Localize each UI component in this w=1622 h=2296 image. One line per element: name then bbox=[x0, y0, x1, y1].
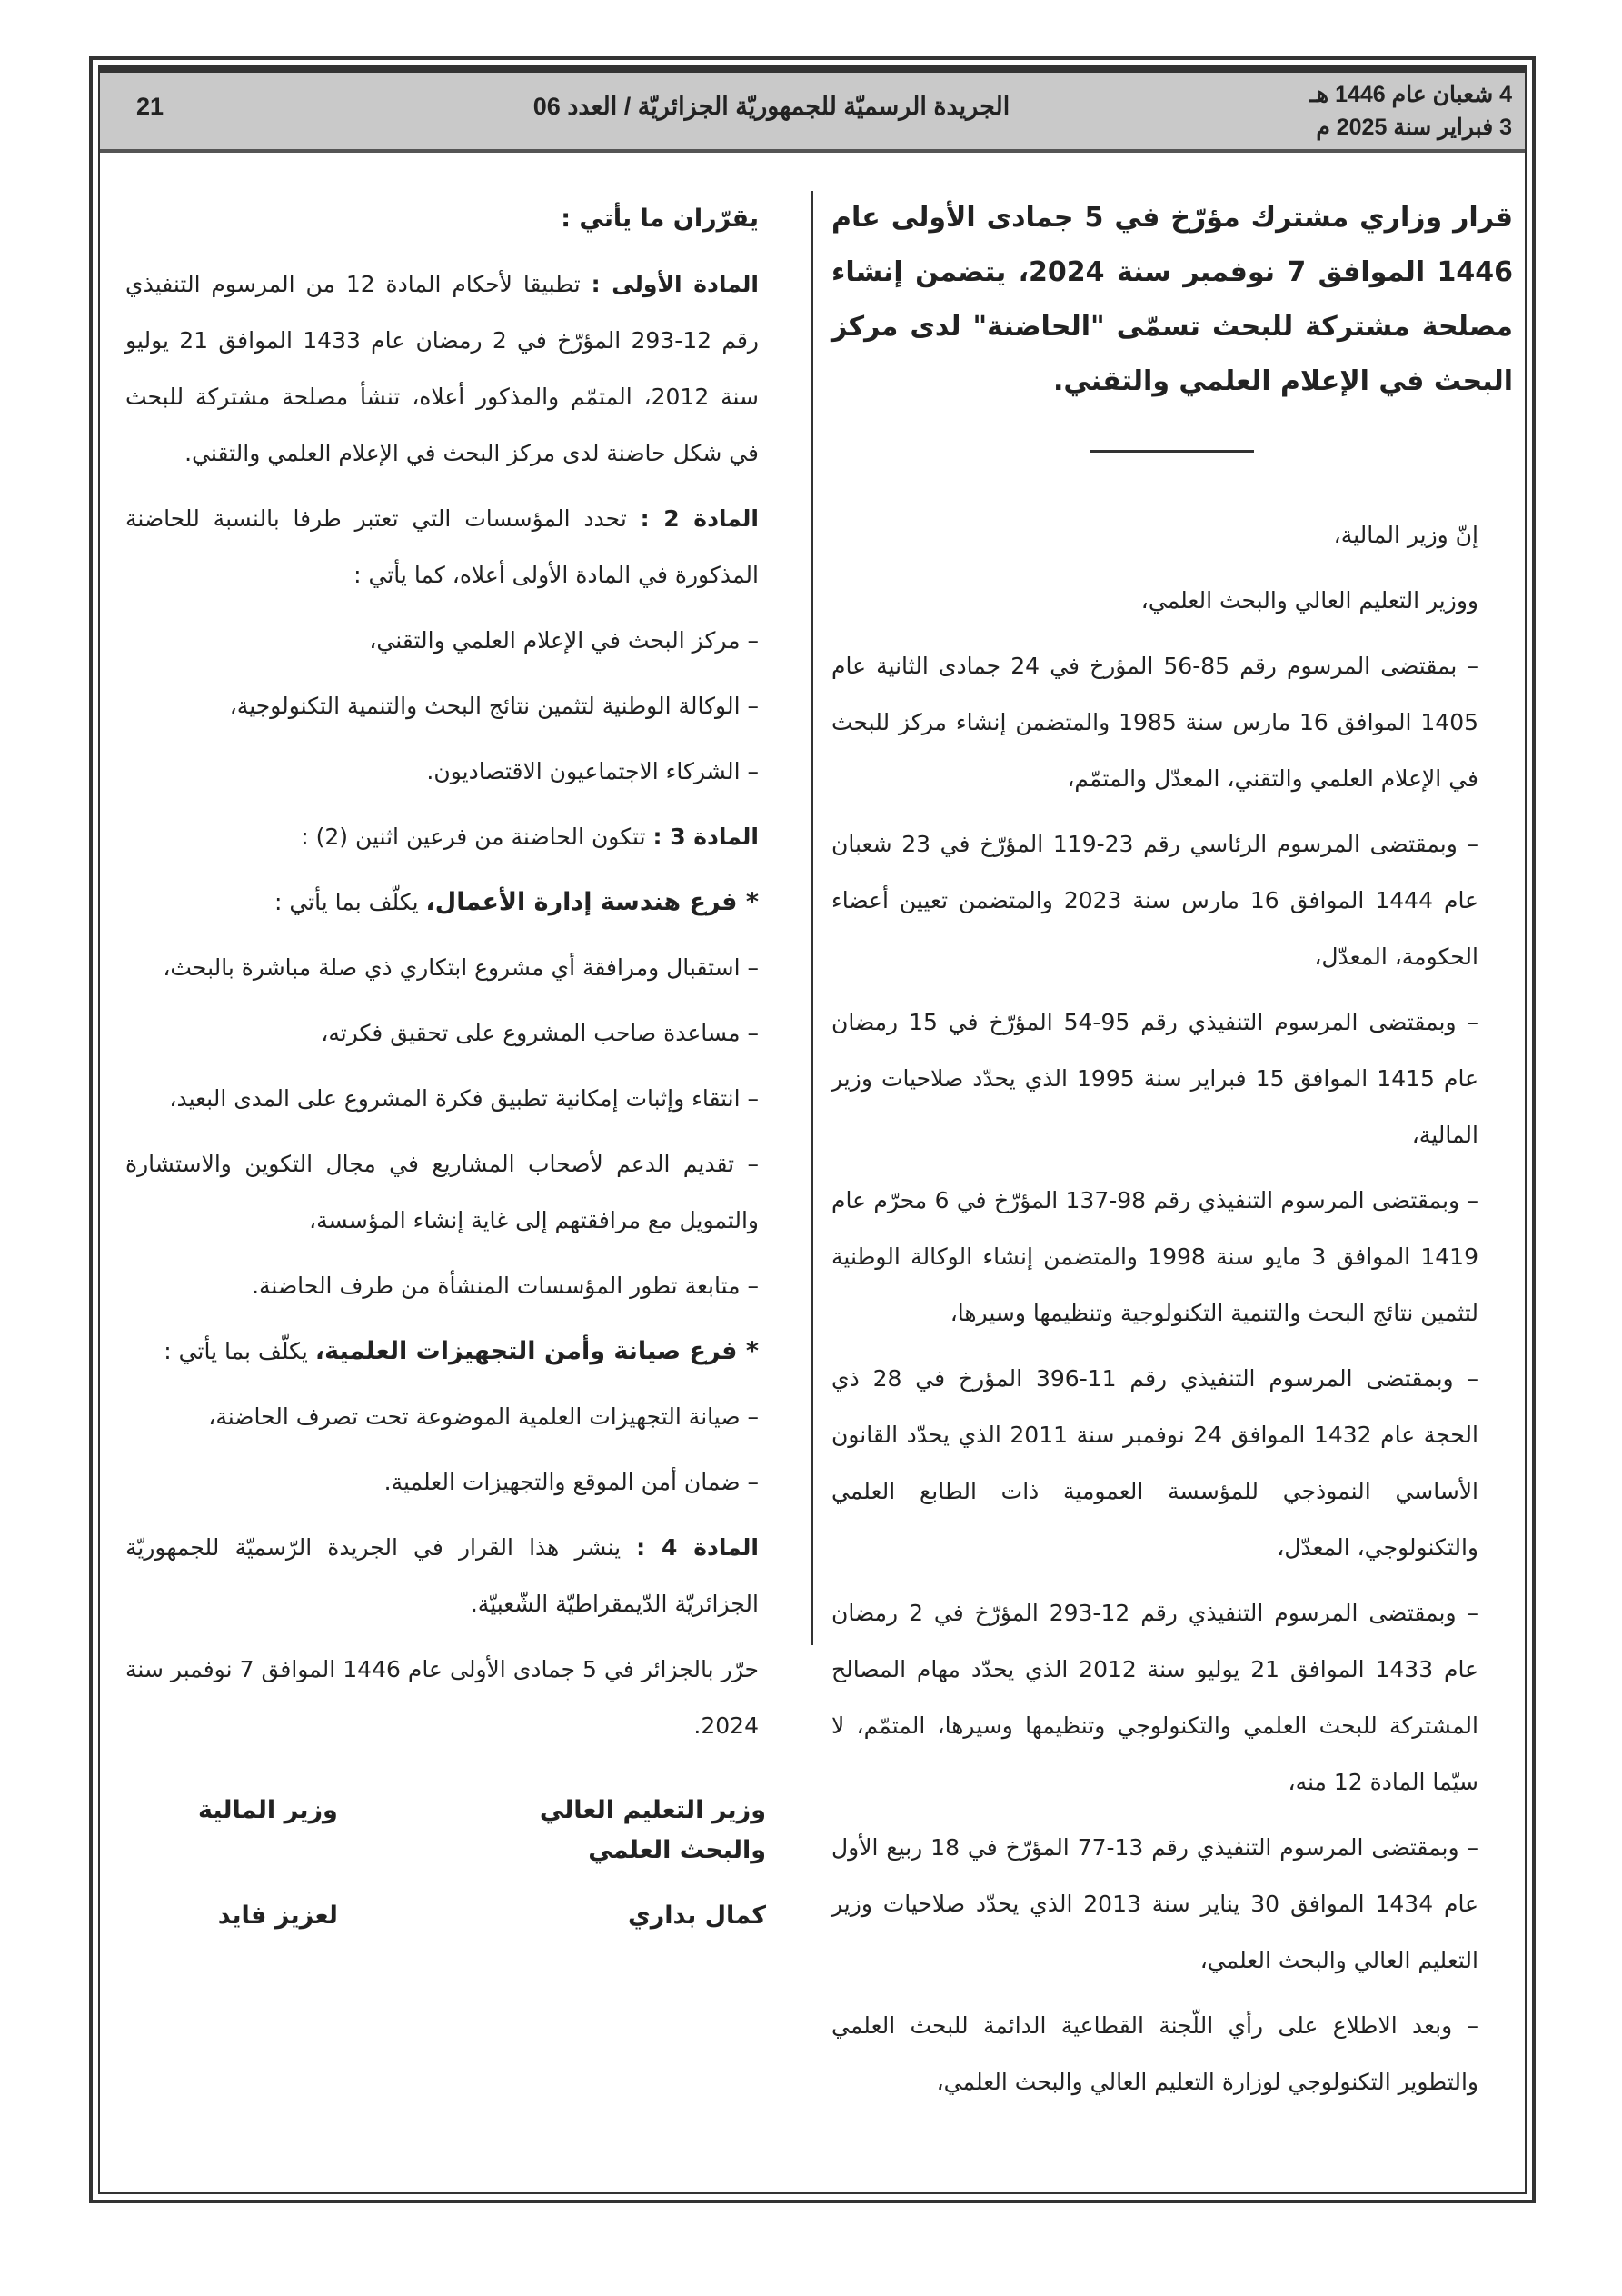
visa-paragraph: – وبمقتضى المرسوم التنفيذي رقم 13-77 المؤرّخ في 18 ربيع الأول عام 1434 الموافق 30 يناير سنة 2013 الذي يحدّد صلاحيات وزير التعليم العالي والبحث العلمي، bbox=[831, 1834, 1479, 1973]
visa-paragraph: – وبعد الاطلاع على رأي اللّجنة القطاعية الدائمة للبحث العلمي والتطوير التكنولوجي لوزارة التعليم العالي والبحث العلمي، bbox=[831, 2012, 1478, 2095]
signature-finance-minister bbox=[198, 1791, 338, 1936]
decree-title: قرار وزاري مشترك مؤرّخ في 5 جمادى الأولى عام 1446 الموافق 7 نوفمبر سنة 2024، يتضمن إنشاء مصلحة مشتركة للبحث تسمّى "الحاضنة" لدى مركز البحث في الإعلام العلمي والتقني. bbox=[831, 202, 1514, 397]
list-item: – مساعدة صاحب المشروع على تحقيق فكرته، bbox=[321, 1020, 759, 1046]
signing-place-date: حرّر بالجزائر في 5 جمادى الأولى عام 1446 الموافق 7 نوفمبر سنة 2024. bbox=[125, 1656, 759, 1739]
page-number: 21 bbox=[136, 93, 164, 120]
article-2 bbox=[125, 491, 793, 604]
list-item: – الشركاء الاجتماعيون الاقتصاديون. bbox=[426, 758, 759, 784]
signature-education-minister bbox=[493, 1791, 766, 1936]
article-label: المادة الأولى : bbox=[591, 271, 759, 297]
visa-paragraph: – وبمقتضى المرسوم الرئاسي رقم 23-119 المؤرّخ في 23 شعبان عام 1444 الموافق 16 مارس سنة 2023 والمتضمن تعيين أعضاء الحكومة، المعدّل، bbox=[831, 831, 1478, 970]
signatory-title: وزير التعليم العالي والبحث العلمي bbox=[539, 1796, 766, 1864]
preamble-minister-finance: إنّ وزير المالية، bbox=[1333, 522, 1478, 548]
hijri-date: 4 شعبان عام 1446 هـ bbox=[1309, 82, 1512, 107]
article-text: تطبيقا لأحكام المادة 12 من المرسوم التنفيذي رقم 12-293 المؤرّخ في 2 رمضان عام 1433 الموافق 21 يوليو سنة 2012، المتمّم والمذكور أعلاه، تنشأ مصلحة مشتركة للبحث في شكل حاضنة لدى مركز البحث في الإعلام العلمي والتقني. bbox=[125, 271, 759, 466]
gazette-header bbox=[100, 67, 1525, 153]
article-text: ينشر هذا القرار في الجريدة الرّسميّة للجمهوريّة الجزائريّة الدّيمقراطيّة الشّعبيّة. bbox=[125, 1534, 759, 1617]
branch-tail: يكلّف بما يأتي : bbox=[274, 889, 419, 915]
branch-tail: يكلّف بما يأتي : bbox=[164, 1338, 308, 1364]
branch-title: * فرع صيانة وأمن التجهيزات العلمية، bbox=[314, 1337, 759, 1365]
visa-paragraph: – وبمقتضى المرسوم التنفيذي رقم 11-396 المؤرخ في 28 ذي الحجة عام 1432 الموافق 24 نوفمبر سنة 2011 الذي يحدّد القانون الأساسي النموذجي للمؤسسة العمومية ذات الطابع العلمي والتكنولوجي، المعدّل، bbox=[831, 1365, 1478, 1561]
article-label: المادة 3 : bbox=[652, 824, 759, 850]
list-item: – ضمان أمن الموقع والتجهيزات العلمية. bbox=[383, 1469, 759, 1495]
decide-heading: يقرّران ما يأتي : bbox=[561, 205, 759, 233]
preamble-minister-education: ووزير التعليم العالي والبحث العلمي، bbox=[1140, 587, 1478, 614]
visa-paragraph: – بمقتضى المرسوم رقم 85-56 المؤرخ في 24 جمادى الثانية عام 1405 الموافق 16 مارس سنة 1985 والمتضمن إنشاء مركز للبحث في الإعلام العلمي والتقني، المعدّل والمتمّم، bbox=[831, 653, 1479, 792]
visa-paragraph: – وبمقتضى المرسوم التنفيذي رقم 98-137 المؤرّخ في 6 محرّم عام 1419 الموافق 3 مايو سنة 1998 والمتضمن إنشاء الوكالة الوطنية لتثمين نتائج البحث والتنمية التكنولوجية وتنظيمها وسيرها، bbox=[831, 1187, 1478, 1326]
article-label: المادة 4 : bbox=[636, 1534, 759, 1561]
article-text: تتكون الحاضنة من فرعين اثنين (2) : bbox=[301, 824, 646, 850]
article-4 bbox=[125, 1520, 793, 1632]
list-item: – صيانة التجهيزات العلمية الموضوعة تحت تصرف الحاضنة، bbox=[208, 1403, 759, 1430]
article-1 bbox=[125, 256, 793, 482]
signatory-name: لعزيز فايد bbox=[217, 1902, 338, 1930]
list-item: – استقبال ومرافقة أي مشروع ابتكاري ذي صلة مباشرة بالبحث، bbox=[163, 954, 759, 981]
gregorian-date: 3 فبراير سنة 2025 م bbox=[1316, 115, 1512, 140]
branch-title: * فرع هندسة إدارة الأعمال، bbox=[425, 888, 759, 916]
list-item: – الوكالة الوطنية لتثمين نتائج البحث والتنمية التكنولوجية، bbox=[229, 693, 759, 719]
list-item: – تقديم الدعم لأصحاب المشاريع في مجال التكوين والاستشارة والتمويل مع مرافقتهم إلى غاية إنشاء المؤسسة، bbox=[125, 1151, 759, 1233]
article-3 bbox=[125, 809, 793, 865]
left-column bbox=[125, 191, 793, 1936]
visa-paragraph: – وبمقتضى المرسوم التنفيذي رقم 95-54 المؤرّخ في 15 رمضان عام 1415 الموافق 15 فبراير سنة 1995 الذي يحدّد صلاحيات وزير المالية، bbox=[831, 1009, 1478, 1148]
visa-paragraph: – وبمقتضى المرسوم التنفيذي رقم 12-293 المؤرّخ في 2 رمضان عام 1433 الموافق 21 يوليو سنة 2012 الذي يحدّد مهام المصالح المشتركة للبحث العلمي والتكنولوجي وتنظيمها وسيرها، المتمّم، لا سيّما المادة 12 منه، bbox=[831, 1600, 1478, 1795]
list-item: – متابعة تطور المؤسسات المنشأة من طرف الحاضنة. bbox=[252, 1273, 759, 1299]
list-item: – مركز البحث في الإعلام العلمي والتقني، bbox=[369, 627, 759, 654]
right-column bbox=[831, 191, 1513, 2120]
gazette-title: الجريدة الرسميّة للجمهوريّة الجزائريّة / العدد 06 bbox=[532, 93, 1010, 120]
signatory-title: وزير المالية bbox=[198, 1796, 338, 1824]
branch-2 bbox=[125, 1323, 793, 1380]
signatures bbox=[125, 1791, 793, 1936]
list-item: – انتقاء وإثبات إمكانية تطبيق فكرة المشروع على المدى البعيد، bbox=[169, 1085, 759, 1112]
article-label: المادة 2 : bbox=[640, 505, 759, 532]
article-text: تحدد المؤسسات التي تعتبر طرفا بالنسبة للحاضنة المذكورة في المادة الأولى أعلاه، كما يأتي : bbox=[125, 505, 759, 588]
branch-1 bbox=[125, 874, 793, 931]
column-divider bbox=[811, 191, 813, 1645]
title-separator bbox=[1090, 450, 1254, 453]
signatory-name: كمال بداري bbox=[627, 1902, 766, 1930]
